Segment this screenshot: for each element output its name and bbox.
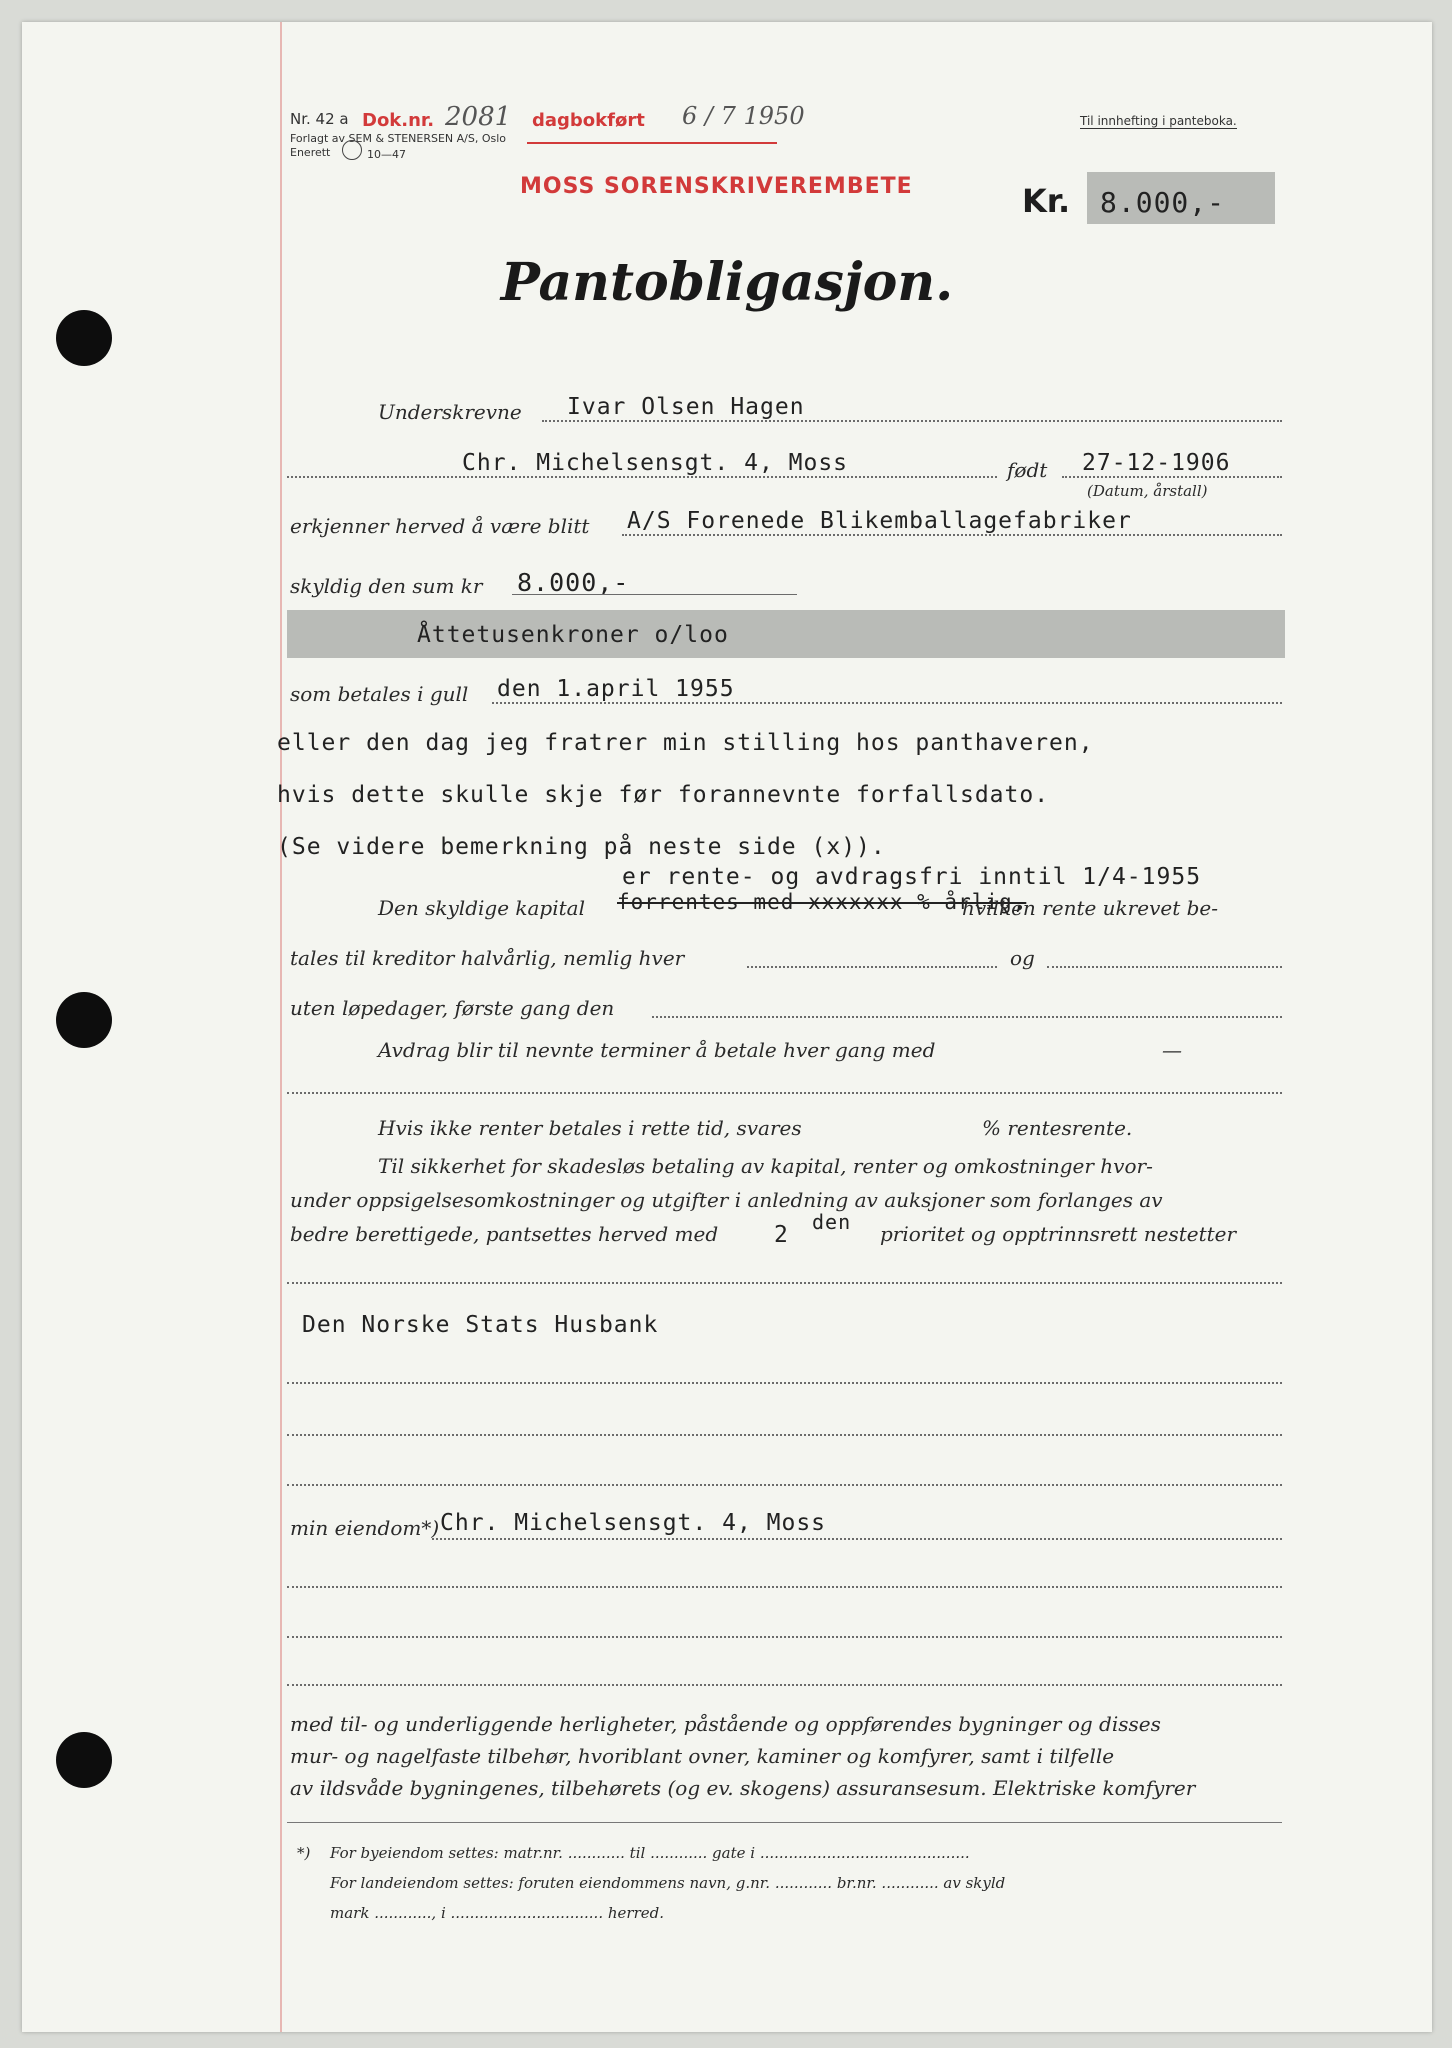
dok-nr-label: Dok.nr. <box>362 110 435 131</box>
form-number: Nr. 42 a <box>290 110 349 128</box>
skyldig-label: skyldig den sum kr <box>290 574 483 598</box>
typed-line-2: hvis dette skulle skje før forannevnte forfallsdato. <box>277 782 1050 808</box>
eiendom-line <box>432 1538 1282 1540</box>
eiendom-value: Chr. Michelsensgt. 4, Moss <box>440 1510 827 1536</box>
blank-line-3 <box>287 1484 1282 1486</box>
renter-label: Hvis ikke renter betales i rette tid, svares <box>378 1116 802 1140</box>
prioritet-sup: den <box>812 1210 852 1234</box>
footnote-line-2: For landeiendom settes: foruten eiendommens navn, g.nr. ............ br.nr. ............ av skyld <box>330 1874 1006 1892</box>
betales-value: den 1.april 1955 <box>497 676 735 702</box>
kr-amount: 8.000,- <box>1100 186 1226 219</box>
erkjenner-label: erkjenner herved å være blitt <box>290 514 590 538</box>
kapital-label: Den skyldige kapital <box>378 896 585 920</box>
blank-line-5 <box>287 1636 1282 1638</box>
amount-words: Åttetusenkroner o/loo <box>417 622 729 648</box>
herlighet-line-3: av ildsvåde bygningenes, tilbehørets (og ev. skogens) assuransesum. Elektriske komfyrer <box>290 1776 1196 1800</box>
blank-line-4 <box>287 1586 1282 1588</box>
panteboka-note: Til innhefting i panteboka. <box>1080 114 1237 128</box>
og-label: og <box>1010 946 1035 970</box>
typed-line-1: eller den dag jeg fratrer min stilling hos panthaveren, <box>277 730 1094 756</box>
datum-note: (Datum, årstall) <box>1087 482 1208 500</box>
publisher-enerett: Enerett <box>290 146 331 159</box>
punch-hole-bottom <box>56 1732 112 1788</box>
fodt-label: født <box>1007 458 1048 482</box>
typed-line-3: (Se videre bemerkning på neste side (x)). <box>277 834 886 860</box>
sikkerhet-line-1: Til sikkerhet for skadesløs betaling av kapital, renter og omkostninger hvor- <box>378 1154 1153 1178</box>
avdrag-line <box>287 1092 1282 1094</box>
sikkerhet-line-3a: bedre berettigede, pantsettes herved med <box>290 1222 719 1246</box>
margin-line <box>280 22 282 2032</box>
underskrevne-line <box>542 420 1282 422</box>
footnote-line-1: For byeiendom settes: matr.nr. ............ til ............ gate i ............................................ <box>330 1844 970 1862</box>
document-page <box>22 22 1432 2032</box>
skyldig-line <box>512 594 797 595</box>
erkjenner-line <box>622 534 1282 536</box>
rente-overtype: er rente- og avdragsfri inntil 1/4-1955 <box>622 864 1202 890</box>
stamp-underline <box>527 142 777 144</box>
kapital-struck: forrentes med xxxxxxx % årlig, <box>617 890 1027 914</box>
punch-hole-top <box>56 310 112 366</box>
blank-line-2 <box>287 1434 1282 1436</box>
footnote-line-3: mark ............, i ................................ herred. <box>330 1904 664 1922</box>
stamp-date: 6 / 7 1950 <box>682 102 805 130</box>
underskrevne-value: Ivar Olsen Hagen <box>567 394 805 420</box>
sikkerhet-line-2: under oppsigelsesomkostninger og utgifter i anledning av auksjoner som forlanges av <box>290 1188 1163 1212</box>
sikkerhet-line-3b: prioritet og opptrinnsrett nestetter <box>880 1222 1237 1246</box>
tales-label: tales til kreditor halvårlig, nemlig hver <box>290 946 685 970</box>
betales-label: som betales i gull <box>290 682 469 706</box>
lopedager-line <box>652 1016 1282 1018</box>
kr-label: Kr. <box>1022 182 1071 220</box>
avdrag-dash: — <box>1162 1038 1182 1062</box>
erkjenner-value: A/S Forenede Blikemballagefabriker <box>627 508 1132 534</box>
address-line <box>287 476 997 478</box>
herlighet-line-1: med til- og underliggende herligheter, påstående og oppførendes bygninger og disses <box>290 1712 1161 1736</box>
publisher-line: Forlagt av SEM & STENERSEN A/S, Oslo <box>290 132 507 145</box>
dok-nr-value: 2081 <box>445 102 512 132</box>
betales-line <box>492 702 1282 704</box>
kapital-tail: hvilken rente ukrevet be- <box>962 896 1218 920</box>
document-title: Pantobligasjon. <box>500 252 954 313</box>
blank-line-1 <box>287 1382 1282 1384</box>
tales-line-1 <box>747 966 997 968</box>
footnote-divider <box>287 1822 1282 1823</box>
footnote-marker: *) <box>297 1844 311 1862</box>
avdrag-label: Avdrag blir til nevnte terminer å betale hver gang med <box>378 1038 936 1062</box>
publisher-date: 10—47 <box>367 148 406 161</box>
husbank-value: Den Norske Stats Husbank <box>302 1312 659 1338</box>
prioritet-value: 2 <box>774 1222 789 1248</box>
underskrevne-label: Underskrevne <box>378 400 522 424</box>
sikkerhet-line-blank <box>287 1282 1282 1284</box>
blank-line-6 <box>287 1684 1282 1686</box>
stamp-dagbokfort: dagbokført <box>532 110 645 131</box>
fodt-line <box>1062 476 1282 478</box>
punch-hole-middle <box>56 992 112 1048</box>
skyldig-value: 8.000,- <box>517 568 630 597</box>
eiendom-label: min eiendom*) <box>290 1516 440 1540</box>
rentesrente-label: % rentesrente. <box>982 1116 1133 1140</box>
fodt-value: 27-12-1906 <box>1082 450 1231 476</box>
herlighet-line-2: mur- og nagelfaste tilbehør, hvoriblant ovner, kaminer og komfyrer, samt i tilfelle <box>290 1744 1115 1768</box>
stamp-office: MOSS SORENSKRIVEREMBETE <box>520 174 913 199</box>
address-value: Chr. Michelsensgt. 4, Moss <box>462 450 849 476</box>
publisher-logo-icon <box>342 140 362 160</box>
tales-line-2 <box>1047 966 1282 968</box>
lopedager-label: uten løpedager, første gang den <box>290 996 615 1020</box>
